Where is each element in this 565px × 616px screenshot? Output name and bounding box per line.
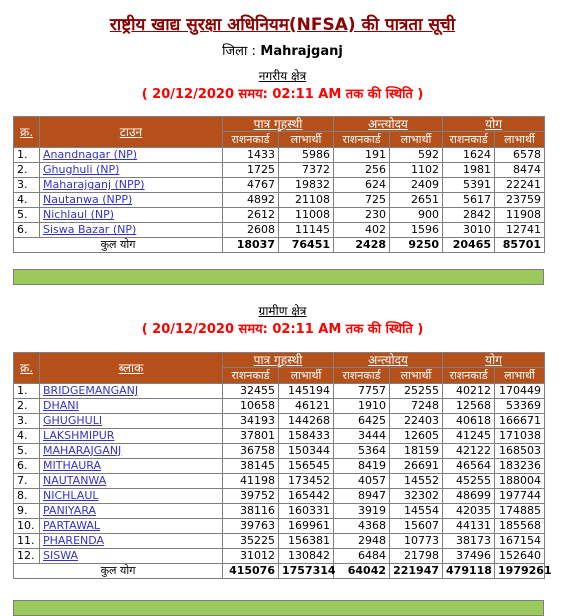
cell-a-b: 1596: [390, 223, 443, 238]
cell-a-b: 18159: [390, 444, 443, 459]
header-total: योग: [443, 353, 545, 368]
cell-a-rc: 191: [334, 148, 390, 163]
row-serial: 12.: [14, 549, 40, 564]
cell-t-rc: 1624: [443, 148, 495, 163]
cell-t-rc: 3010: [443, 223, 495, 238]
row-name-cell: [40, 208, 223, 223]
row-name-cell: [40, 414, 223, 429]
header-sn: क्र.: [14, 117, 40, 148]
district-line: [0, 41, 565, 59]
cell-e-b: 156545: [279, 459, 334, 474]
row-serial: 3.: [14, 178, 40, 193]
header-ration-card: राशनकार्ड: [443, 132, 495, 148]
cell-a-b: 32302: [390, 489, 443, 504]
cell-e-rc: 41198: [223, 474, 279, 489]
total-e-rc: 18037: [223, 238, 279, 253]
table-row: [14, 193, 545, 208]
cell-e-b: 150344: [279, 444, 334, 459]
table-row: [14, 399, 545, 414]
block-link[interactable]: BRIDGEMANGANJ: [43, 384, 139, 397]
cell-a-rc: 725: [334, 193, 390, 208]
table-row: [14, 414, 545, 429]
town-link[interactable]: Nautanwa (NPP): [43, 193, 133, 206]
cell-e-rc: 2612: [223, 208, 279, 223]
cell-a-b: 1102: [390, 163, 443, 178]
cell-t-b: 197744: [495, 489, 545, 504]
cell-t-b: 185568: [495, 519, 545, 534]
cell-a-b: 21798: [390, 549, 443, 564]
cell-a-rc: 4057: [334, 474, 390, 489]
header-ration-card: राशनकार्ड: [334, 132, 390, 148]
row-name-cell: [40, 534, 223, 549]
rural-table-body: [14, 384, 552, 579]
row-name-cell: [40, 178, 223, 193]
cell-e-rc: 39752: [223, 489, 279, 504]
block-link[interactable]: SISWA: [43, 549, 79, 562]
total-t-b: 85701: [495, 238, 545, 253]
header-ration-card: राशनकार्ड: [223, 132, 279, 148]
header-eligible: पात्र गृहस्थी: [223, 117, 334, 132]
cell-t-rc: 2842: [443, 208, 495, 223]
cell-e-b: 130842: [279, 549, 334, 564]
row-serial: 9.: [14, 504, 40, 519]
cell-t-b: 183236: [495, 459, 545, 474]
cell-e-b: 11145: [279, 223, 334, 238]
cell-a-rc: 230: [334, 208, 390, 223]
cell-t-b: 166671: [495, 414, 545, 429]
urban-table-body: [14, 148, 545, 253]
urban-status: ( 20/12/2020 समय: 02:11 AM तक की स्थिति ): [141, 87, 424, 102]
block-link[interactable]: MAHARAJGANJ: [43, 444, 122, 457]
cell-e-rc: 4767: [223, 178, 279, 193]
row-name-cell: [40, 429, 223, 444]
block-link[interactable]: PANIYARA: [43, 504, 97, 517]
total-e-b: 1757314: [279, 564, 334, 579]
header-sn: क्र.: [14, 353, 40, 384]
cell-a-rc: 2948: [334, 534, 390, 549]
cell-e-rc: 4892: [223, 193, 279, 208]
row-serial: 10.: [14, 519, 40, 534]
block-link[interactable]: DHANI: [43, 399, 79, 412]
cell-e-b: 19832: [279, 178, 334, 193]
cell-e-rc: 37801: [223, 429, 279, 444]
cell-e-b: 11008: [279, 208, 334, 223]
total-t-rc: 20465: [443, 238, 495, 253]
cell-a-b: 900: [390, 208, 443, 223]
table-row: [14, 148, 545, 163]
cell-e-rc: 1433: [223, 148, 279, 163]
cell-t-b: 22241: [495, 178, 545, 193]
row-serial: 7.: [14, 474, 40, 489]
cell-a-rc: 3919: [334, 504, 390, 519]
cell-t-rc: 38173: [443, 534, 495, 549]
cell-e-b: 144268: [279, 414, 334, 429]
table-row: [14, 444, 545, 459]
cell-a-rc: 256: [334, 163, 390, 178]
row-serial: 1.: [14, 384, 40, 399]
cell-a-b: 26691: [390, 459, 443, 474]
cell-a-b: 14552: [390, 474, 443, 489]
row-serial: 5.: [14, 208, 40, 223]
page-title: राष्ट्रीय खाद्य सुरक्षा अधिनियम(NFSA) की पात्रता सूची: [109, 15, 456, 35]
table-row: [14, 489, 545, 504]
cell-e-rc: 35225: [223, 534, 279, 549]
cell-a-b: 12605: [390, 429, 443, 444]
cell-a-rc: 3444: [334, 429, 390, 444]
row-name-cell: [40, 444, 223, 459]
cell-e-rc: 36758: [223, 444, 279, 459]
total-e-b: 76451: [279, 238, 334, 253]
cell-e-b: 145194: [279, 384, 334, 399]
town-link[interactable]: Maharajganj (NPP): [43, 178, 145, 191]
total-a-b: 9250: [390, 238, 443, 253]
total-a-rc: 64042: [334, 564, 390, 579]
header-total: योग: [443, 117, 545, 132]
cell-t-b: 6578: [495, 148, 545, 163]
header-antyodaya: अन्त्योदय: [334, 353, 443, 368]
urban-footer-bar: [13, 269, 544, 285]
cell-e-rc: 34193: [223, 414, 279, 429]
header-beneficiary: लाभार्थी: [495, 132, 545, 148]
rural-area-title: ग्रामीण क्षेत्र: [258, 304, 307, 318]
cell-t-rc: 5617: [443, 193, 495, 208]
cell-e-b: 156381: [279, 534, 334, 549]
district-label: जिला :: [222, 44, 256, 59]
row-serial: 2.: [14, 399, 40, 414]
cell-a-rc: 4368: [334, 519, 390, 534]
cell-a-b: 10773: [390, 534, 443, 549]
cell-e-rc: 1725: [223, 163, 279, 178]
cell-t-rc: 40618: [443, 414, 495, 429]
cell-t-b: 152640: [495, 549, 545, 564]
cell-t-b: 11908: [495, 208, 545, 223]
cell-t-rc: 37496: [443, 549, 495, 564]
cell-e-rc: 38145: [223, 459, 279, 474]
table-row: [14, 504, 545, 519]
row-name-cell: [40, 519, 223, 534]
cell-t-rc: 42035: [443, 504, 495, 519]
cell-a-b: 7248: [390, 399, 443, 414]
row-serial: 4.: [14, 429, 40, 444]
cell-t-rc: 12568: [443, 399, 495, 414]
cell-a-rc: 402: [334, 223, 390, 238]
block-link[interactable]: PARTAWAL: [43, 519, 101, 532]
rural-footer-bar: [13, 600, 544, 616]
cell-t-b: 53369: [495, 399, 545, 414]
cell-e-rc: 2608: [223, 223, 279, 238]
table-row: [14, 429, 545, 444]
header-beneficiary: लाभार्थी: [279, 368, 334, 384]
cell-t-b: 8474: [495, 163, 545, 178]
row-name-cell: [40, 148, 223, 163]
cell-e-b: 46121: [279, 399, 334, 414]
row-serial: 3.: [14, 414, 40, 429]
header-ration-card: राशनकार्ड: [223, 368, 279, 384]
cell-a-b: 2409: [390, 178, 443, 193]
cell-a-b: 14554: [390, 504, 443, 519]
block-link[interactable]: GHUGHULI: [43, 414, 103, 427]
cell-e-b: 158433: [279, 429, 334, 444]
row-name-cell: [40, 489, 223, 504]
row-serial: 5.: [14, 444, 40, 459]
cell-t-rc: 41245: [443, 429, 495, 444]
cell-t-b: 167154: [495, 534, 545, 549]
table-row: [14, 178, 545, 193]
table-row: [14, 223, 545, 238]
cell-e-b: 169961: [279, 519, 334, 534]
total-e-rc: 415076: [223, 564, 279, 579]
table-row: [14, 549, 545, 564]
cell-t-b: 174885: [495, 504, 545, 519]
header-beneficiary: लाभार्थी: [390, 368, 443, 384]
table-row: [14, 474, 545, 489]
total-a-b: 221947: [390, 564, 443, 579]
row-name-cell: [40, 223, 223, 238]
cell-a-rc: 7757: [334, 384, 390, 399]
cell-t-rc: 40212: [443, 384, 495, 399]
cell-e-rc: 10658: [223, 399, 279, 414]
block-link[interactable]: MITHAURA: [43, 459, 102, 472]
row-name-cell: [40, 474, 223, 489]
cell-e-rc: 31012: [223, 549, 279, 564]
cell-e-b: 165442: [279, 489, 334, 504]
header-beneficiary: लाभार्थी: [390, 132, 443, 148]
block-link[interactable]: NICHLAUL: [43, 489, 99, 502]
cell-e-rc: 39763: [223, 519, 279, 534]
cell-t-b: 23759: [495, 193, 545, 208]
cell-e-b: 5986: [279, 148, 334, 163]
cell-a-rc: 6425: [334, 414, 390, 429]
row-name-cell: [40, 163, 223, 178]
cell-t-rc: 5391: [443, 178, 495, 193]
cell-a-rc: 6484: [334, 549, 390, 564]
row-serial: 6.: [14, 223, 40, 238]
district-value: Mahrajganj: [260, 44, 343, 59]
cell-a-b: 592: [390, 148, 443, 163]
block-link[interactable]: NAUTANWA: [43, 474, 107, 487]
row-name-cell: [40, 549, 223, 564]
cell-e-b: 21108: [279, 193, 334, 208]
cell-e-rc: 38116: [223, 504, 279, 519]
cell-a-b: 25255: [390, 384, 443, 399]
town-link[interactable]: Ghughuli (NP): [43, 163, 120, 176]
cell-t-rc: 48699: [443, 489, 495, 504]
total-t-b: 1979261: [495, 564, 545, 579]
cell-t-b: 171038: [495, 429, 545, 444]
total-row: [14, 564, 545, 579]
row-name-cell: [40, 459, 223, 474]
cell-a-rc: 5364: [334, 444, 390, 459]
urban-area-title: नगरीय क्षेत्र: [258, 69, 307, 83]
cell-a-rc: 8947: [334, 489, 390, 504]
table-row: [14, 519, 545, 534]
town-link[interactable]: Siswa Bazar (NP): [43, 223, 137, 236]
block-link[interactable]: PHARENDA: [43, 534, 105, 547]
cell-e-b: 7372: [279, 163, 334, 178]
cell-t-b: 170449: [495, 384, 545, 399]
table-row: [14, 163, 545, 178]
town-link[interactable]: Nichlaul (NP): [43, 208, 115, 221]
row-serial: 1.: [14, 148, 40, 163]
header-ration-card: राशनकार्ड: [334, 368, 390, 384]
cell-a-rc: 8419: [334, 459, 390, 474]
rural-table: [13, 352, 552, 579]
total-label: कुल योग: [14, 564, 223, 579]
row-serial: 6.: [14, 459, 40, 474]
row-name-cell: [40, 384, 223, 399]
cell-e-b: 160331: [279, 504, 334, 519]
block-link[interactable]: LAKSHMIPUR: [43, 429, 115, 442]
header-block: ब्लाक: [40, 353, 223, 384]
row-serial: 8.: [14, 489, 40, 504]
cell-t-rc: 44131: [443, 519, 495, 534]
cell-t-rc: 1981: [443, 163, 495, 178]
cell-t-rc: 42122: [443, 444, 495, 459]
cell-t-b: 12741: [495, 223, 545, 238]
header-beneficiary: लाभार्थी: [495, 368, 545, 384]
header-beneficiary: लाभार्थी: [279, 132, 334, 148]
row-serial: 4.: [14, 193, 40, 208]
row-serial: 11.: [14, 534, 40, 549]
rural-status: ( 20/12/2020 समय: 02:11 AM तक की स्थिति ): [141, 322, 424, 337]
cell-t-b: 168503: [495, 444, 545, 459]
total-t-rc: 479118: [443, 564, 495, 579]
header-eligible: पात्र गृहस्थी: [223, 353, 334, 368]
cell-t-rc: 45255: [443, 474, 495, 489]
row-name-cell: [40, 193, 223, 208]
table-row: [14, 208, 545, 223]
table-row: [14, 384, 545, 399]
header-ration-card: राशनकार्ड: [443, 368, 495, 384]
header-antyodaya: अन्त्योदय: [334, 117, 443, 132]
cell-e-b: 173452: [279, 474, 334, 489]
row-name-cell: [40, 399, 223, 414]
cell-t-rc: 46564: [443, 459, 495, 474]
table-row: [14, 459, 545, 474]
cell-t-b: 188004: [495, 474, 545, 489]
town-link[interactable]: Anandnagar (NP): [43, 148, 138, 161]
cell-a-rc: 624: [334, 178, 390, 193]
total-label: कुल योग: [14, 238, 223, 253]
cell-e-rc: 32455: [223, 384, 279, 399]
header-town: टाउन: [40, 117, 223, 148]
total-a-rc: 2428: [334, 238, 390, 253]
table-row: [14, 534, 545, 549]
cell-a-b: 22403: [390, 414, 443, 429]
cell-a-rc: 1910: [334, 399, 390, 414]
cell-a-b: 2651: [390, 193, 443, 208]
urban-table: [13, 116, 545, 253]
row-serial: 2.: [14, 163, 40, 178]
row-name-cell: [40, 504, 223, 519]
total-row: [14, 238, 545, 253]
cell-a-b: 15607: [390, 519, 443, 534]
